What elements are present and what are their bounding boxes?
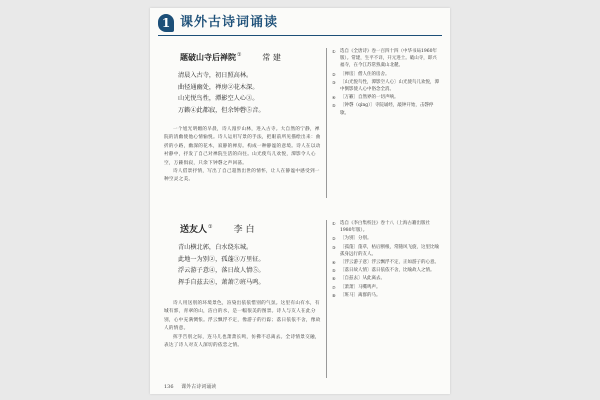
poem2-line: 浮云游子意④，落日故人情⑤。	[178, 267, 265, 274]
poem1-body	[178, 70, 265, 116]
poem1-line: 万籁④此都寂，但余钟磬⑤音。	[178, 106, 265, 114]
poem1-title: 题破山寺后禅院	[180, 52, 236, 62]
poem1-line: 山光悦鸟性，潭影空人心③。	[178, 95, 259, 102]
section-number-badge: 1	[158, 14, 174, 32]
poem1-line: 清晨入古寺，初日照高林。	[178, 72, 253, 79]
poem2-author: 李 白	[233, 225, 255, 235]
poem1-commentary-para: 一个旭光明媚的早晨，诗人漫步山林，进入古寺。大自然的宁静，禅院的清幽使他心情愉悦。诗人运用写景的手法，把眼前所见描绘出来：曲折的小路，幽深的花木，寂静的禅房。构成一种静谧的意境。诗人在以动衬静中，抒发了自己对禅院生活的向往。山光使鸟儿欢悦，潭影令人心空，万籁俱寂，只余下钟磬之声回荡。	[164, 127, 321, 166]
poem1-title-row	[180, 52, 281, 63]
note-item: ① 选自《全唐诗》卷一百四十四（中华书局1960年版）。常建，生平不详，开元进士。破山寺，即兴福寺，在今江苏常熟虞山北麓。	[332, 49, 437, 69]
poem1-notes	[332, 48, 440, 118]
poem2-line: 挥手自兹去⑥，萧萧⑦班马鸣。	[178, 278, 265, 286]
poem2-title: 送友人	[180, 225, 208, 235]
note-item: ① 选自《李白集校注》卷十八（上海古籍出版社1980年版）。	[332, 221, 430, 234]
textbook-page	[150, 8, 450, 394]
header-rule	[158, 35, 442, 36]
poem1-title-note-mark: ①	[237, 52, 242, 59]
note-item: ⑤ 〔钟磬（qìng）〕寺院诵经，敲钟开始，击磬停歇。	[332, 103, 434, 116]
poem1-commentary-para: 诗人借景抒情，写出了自己超然出世的情怀，让人在静谧中感受到一种空灵之美。	[164, 169, 320, 183]
note-item: ⑤ 〔落日故人情〕落日依依不舍，比喻故人之情。	[332, 268, 435, 274]
note-item: ② 〔为别〕分别。	[332, 236, 372, 242]
note-item: ③ 〔孤蓬〕蓬草，枯后断根，常随风飞旋，这里比喻孤身远行的友人。	[332, 244, 439, 257]
notes1-rule	[326, 48, 327, 198]
note-item: ⑥ 〔自兹去〕从此离去。	[332, 276, 385, 282]
note-item: ④ 〔万籁〕自然界的一切声响。	[332, 95, 399, 101]
poem2-title-note-mark: ①	[208, 224, 213, 230]
poem2-title-row	[180, 222, 255, 235]
poem2-commentary-para: 挥手告别之际，连马儿也萧萧长鸣，仿佛不忍离去。全诗情景交融，表达了诗人对友人深切的依恋之情。	[164, 334, 320, 349]
note-item: ③ 〔山光悦鸟性，潭影空人心〕山光使鸟儿欢悦，潭中倒影使人心中俗念全消。	[332, 79, 439, 93]
poem2-line: 青山横北郭，白水绕东城。	[178, 244, 253, 251]
note-item: ④ 〔浮云游子意〕浮云飘浮不定，正如游子的心意。	[332, 260, 439, 266]
poem2-body	[178, 242, 265, 288]
page-footer	[164, 383, 216, 390]
note-item: ⑧ 〔班马〕离群的马。	[332, 292, 381, 298]
note-item: ⑦ 〔萧萧〕马嘶鸣声。	[332, 284, 381, 290]
poem2-notes	[332, 220, 440, 300]
section-title: 课外古诗词诵读	[180, 15, 279, 30]
section-header	[158, 14, 442, 38]
poem2-line: 此地一为别②，孤蓬③万里征。	[178, 255, 265, 263]
poem2-commentary	[164, 300, 322, 350]
notes2-rule	[326, 220, 327, 378]
poem1-commentary	[164, 126, 322, 185]
poem1-line: 曲径通幽处，禅房②花木深。	[178, 83, 259, 91]
footer-label: 课外古诗词诵读	[181, 384, 217, 390]
page-number: 136	[164, 384, 174, 390]
poem2-commentary-para: 诗人用送别的环境景色，渲染出依依惜别的气氛。这里有山有水，有城有郭，青翠的山，洁白的水，是一幅很美的图景。诗人与友人在此分别，心中充满惆怅。浮云飘浮不定，像游子的行踪；落日依依不舍，像故人的情意。	[164, 301, 321, 332]
poem1-author: 常 建	[262, 53, 281, 62]
note-item: ② 〔禅房〕僧人住的房舍。	[332, 71, 390, 77]
